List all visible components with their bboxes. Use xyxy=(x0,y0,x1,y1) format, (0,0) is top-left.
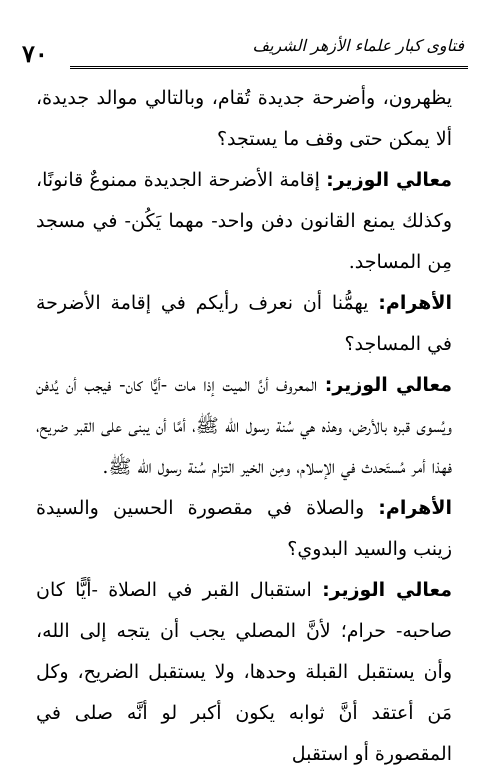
paragraph-text: يظهرون، وأضرحة جديدة تُقام، وبالتالي موالد جديدة، ألا يمكن حتى وقف ما يستجد؟ xyxy=(36,87,452,150)
paragraph xyxy=(36,488,452,570)
paragraph xyxy=(36,160,452,283)
paragraph xyxy=(36,283,452,365)
speaker-label: معالي الوزير: xyxy=(326,169,452,191)
speaker-label: الأهرام: xyxy=(378,292,452,314)
paragraph xyxy=(36,78,452,160)
page-number: ٧٠ xyxy=(22,39,48,68)
speaker-label: معالي الوزير: xyxy=(322,579,452,601)
paragraph-text: المعروف أنَّ الميت إذا مات -أيًّا كان- فيجب أن يُدفن ويُسوى قبره بالأرض، وهذه هي سُنة رسول الله ﷺ، أمَّا أن يبنى على القبر ضريح، فهذا أمر مُستَحدث في الإسلام، ومِن الخير التزام سُنة رسول الله ﷺ. xyxy=(36,374,452,478)
paragraph-text: يهمُّنا أن نعرف رأيكم في إقامة الأضرحة في المساجد؟ xyxy=(36,292,452,355)
speaker-label: معالي الوزير: xyxy=(324,374,452,396)
paragraph-text: والصلاة في مقصورة الحسين والسيدة زينب والسيد البدوي؟ xyxy=(36,497,452,560)
header-rule xyxy=(70,66,468,69)
paragraph-text: إقامة الأضرحة الجديدة ممنوعٌ قانونًا، وكذلك يمنع القانون دفن واحد- مهما يَكُن- في مسجد مِن المساجد. xyxy=(36,169,452,273)
body-text xyxy=(36,78,452,775)
paragraph xyxy=(36,365,452,488)
page-header xyxy=(22,22,468,74)
paragraph xyxy=(36,570,452,775)
paragraph-text: استقبال القبر في الصلاة -أيًّا كان صاحبه- حرام؛ لأنَّ المصلي يجب أن يتجه إلى الله، وأن يستقبل القبلة وحدها، ولا يستقبل الضريح، وكل مَن أعتقد أنَّ ثوابه يكون أكبر لو أنَّه صلى في المقصورة أو استقبل xyxy=(36,579,452,765)
running-title: فتاوى كبار علماء الأزهر الشريف xyxy=(252,36,464,55)
speaker-label: الأهرام: xyxy=(378,497,452,519)
